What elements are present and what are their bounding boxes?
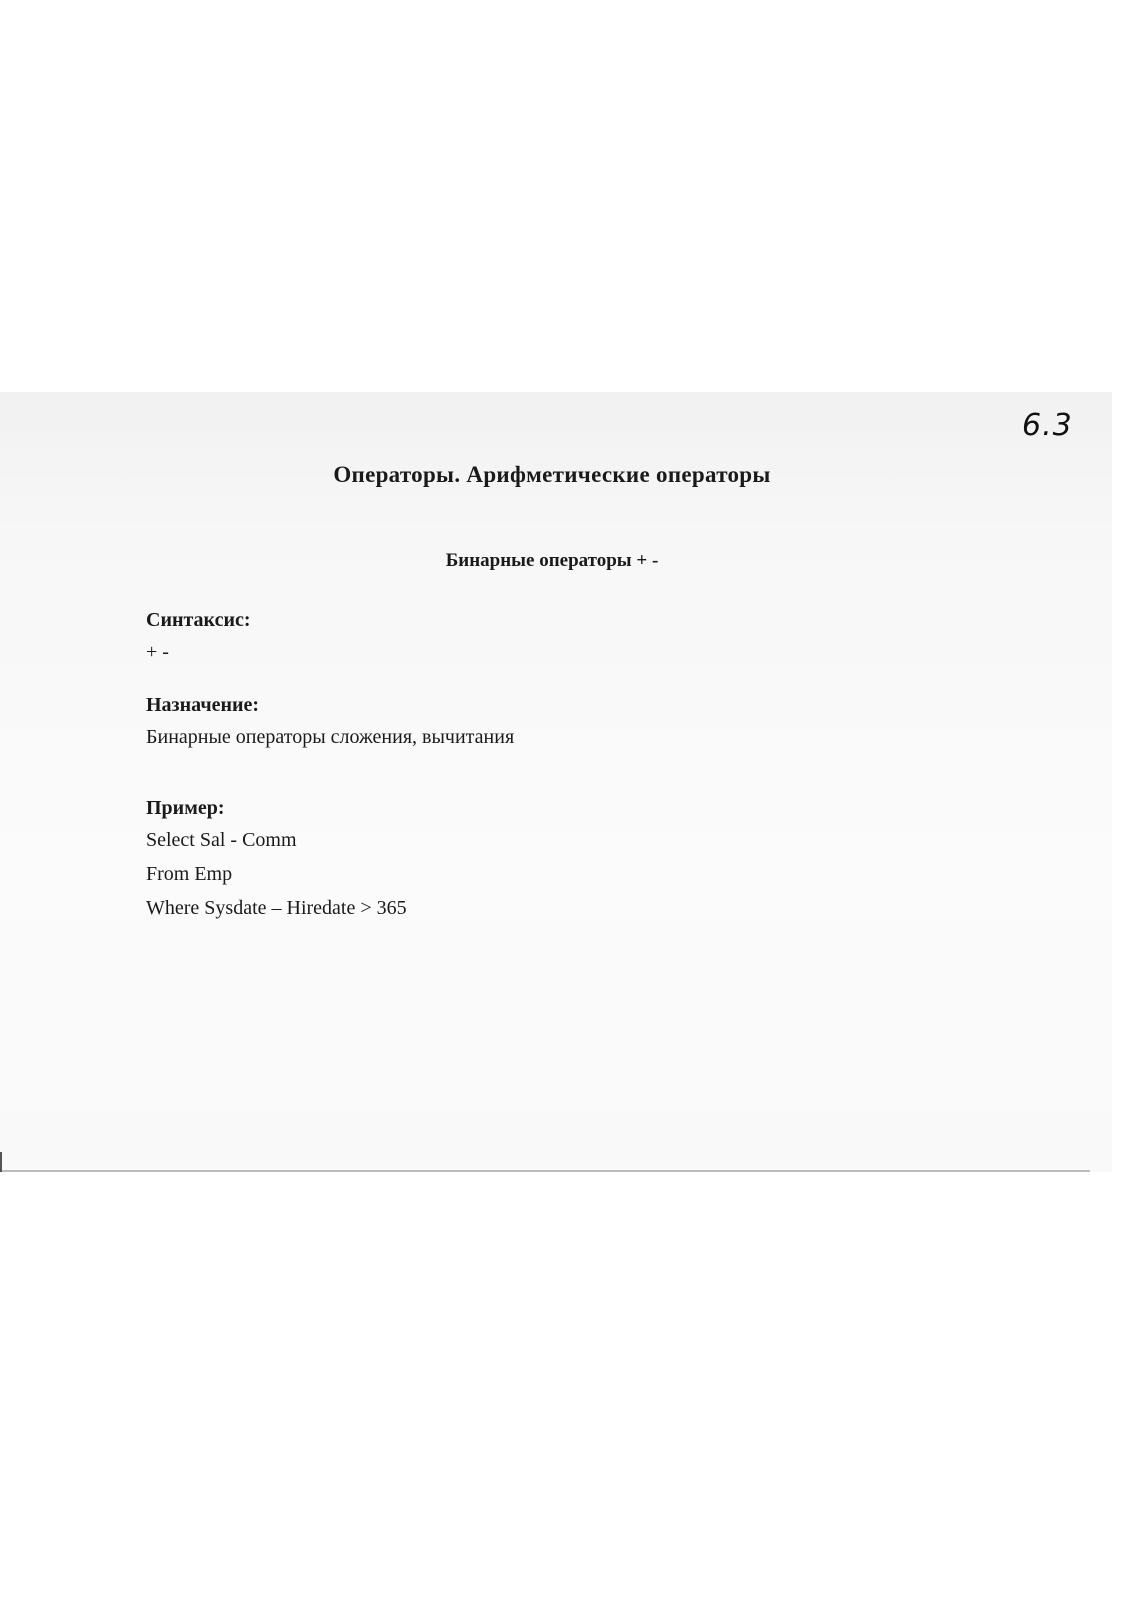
syntax-section	[146, 605, 251, 669]
syntax-value: + -	[146, 641, 169, 663]
example-label: Пример:	[146, 797, 225, 819]
example-code-line: Select Sal - Comm	[146, 829, 297, 851]
example-code-line: From Emp	[146, 863, 233, 885]
handwritten-page-number: 6.3	[1022, 408, 1073, 443]
purpose-section	[146, 690, 514, 754]
purpose-label: Назначение:	[146, 694, 260, 716]
page-title: Операторы. Арифметические операторы	[333, 462, 771, 487]
scan-edge-mark	[0, 1152, 2, 1172]
example-section	[146, 793, 407, 925]
example-code-line: Where Sysdate – Hiredate > 365	[146, 897, 407, 919]
purpose-value: Бинарные операторы сложения, вычитания	[146, 726, 515, 748]
syntax-label: Синтаксис:	[146, 609, 251, 631]
section-title: Бинарные операторы + -	[445, 550, 659, 571]
scan-edge-line	[0, 1170, 1090, 1172]
scanned-page-area	[0, 392, 1112, 1172]
